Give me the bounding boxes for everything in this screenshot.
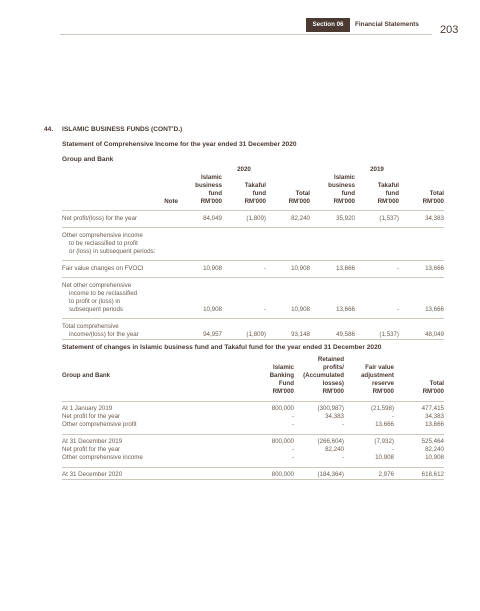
col-header: Total (295, 190, 310, 197)
changes-entity: Group and Bank (62, 372, 111, 379)
table-row: income/(loss) for the year 94,957 (1,809) 93,148 49,586 (1,537) 48,049 (69, 331, 444, 338)
col-header: RM'000 (422, 388, 444, 395)
table-row: or (loss) in subsequent periods: (69, 248, 156, 255)
col-header: fund (208, 190, 222, 197)
col-header: Fair value (365, 364, 394, 371)
col-header: adjustment (360, 372, 394, 379)
section-badge: Section 06 (306, 18, 350, 32)
col-header: RM'000 (200, 198, 222, 205)
table-row: Other comprehensive profit - - 13,666 13,666 (62, 421, 444, 428)
col-header: RM'000 (377, 198, 399, 205)
table-row: income to be reclassified (69, 290, 138, 297)
note-title: ISLAMIC BUSINESS FUNDS (CONT'D.) (62, 126, 183, 133)
col-header: fund (252, 190, 266, 197)
table-row: Net profit/(loss) for the year 84,049 (1,809) 82,240 35,920 (1,537) 34,383 (62, 215, 444, 222)
col-header: RM'000 (322, 388, 344, 395)
table-row: subsequent periods 10,908 - 10,908 13,666 - 13,666 (69, 306, 444, 313)
col-header: Islamic (201, 174, 222, 181)
table-row: Fair value changes on FVOCI 10,908 - 10,908 13,666 - 13,666 (62, 265, 444, 272)
col-header: RM'000 (422, 198, 444, 205)
col-header: Takaful (244, 182, 266, 189)
col-header: Banking (269, 372, 294, 379)
col-header: Islamic (334, 174, 355, 181)
table-row: Other comprehensive income (62, 232, 143, 239)
col-header: fund (385, 190, 399, 197)
table-row: to be reclassified to profit (69, 240, 138, 247)
col-header: losses) (322, 380, 344, 387)
page-number: 203 (440, 24, 459, 36)
comprehensive-income-table (62, 166, 444, 342)
col-header: RM'000 (288, 198, 310, 205)
col-header: Total (429, 380, 444, 387)
section-title: Financial Statements (355, 21, 419, 28)
note-number: 44. (44, 126, 54, 133)
soci-entity: Group and Bank (62, 156, 114, 163)
col-header: Total (429, 190, 444, 197)
col-header: RM'000 (244, 198, 266, 205)
col-header: Fund (278, 380, 294, 387)
col-header: business (328, 182, 355, 189)
table-row: Total comprehensive (62, 323, 119, 330)
soci-title: Statement of Comprehensive Income for the year ended 31 December 2020 (62, 141, 297, 148)
changes-in-fund-table (62, 356, 444, 480)
table-row: At 1 January 2019 800,000 (300,987) (21,598) 477,415 (62, 405, 444, 412)
table-row: Other comprehensive income - - 10,908 10,908 (62, 454, 444, 461)
header-rule (60, 34, 432, 35)
note-col-header: Note (164, 198, 178, 205)
col-header: RM'000 (333, 198, 355, 205)
table-row: to profit or (loss) in (69, 298, 121, 305)
col-header: reserve (371, 380, 394, 387)
col-header: (Accumulated (303, 372, 344, 379)
col-header: business (195, 182, 222, 189)
col-header: Islamic (273, 364, 294, 371)
year-2020-heading: 2020 (237, 166, 251, 173)
table-row: Net profit for the year - 34,383 - 34,383 (62, 413, 444, 420)
year-2019-heading: 2019 (370, 166, 384, 173)
table-row: Net other comprehensive (62, 282, 132, 289)
col-header: Takaful (377, 182, 399, 189)
table-row: At 31 December 2020 800,000 (184,364) 2,976 618,612 (62, 471, 444, 478)
changes-title: Statement of changes in Islamic business fund and Takaful fund for the year ended 31 December 2020 (62, 344, 382, 351)
col-header: fund (341, 190, 355, 197)
table-row: Net profit for the year - 82,240 - 82,240 (62, 446, 444, 453)
col-header: Retained (317, 356, 344, 363)
col-header: RM'000 (272, 388, 294, 395)
table-row: At 31 December 2019 800,000 (266,604) (7,932) 525,464 (62, 438, 444, 445)
col-header: profits/ (323, 364, 344, 371)
col-header: RM'000 (372, 388, 394, 395)
